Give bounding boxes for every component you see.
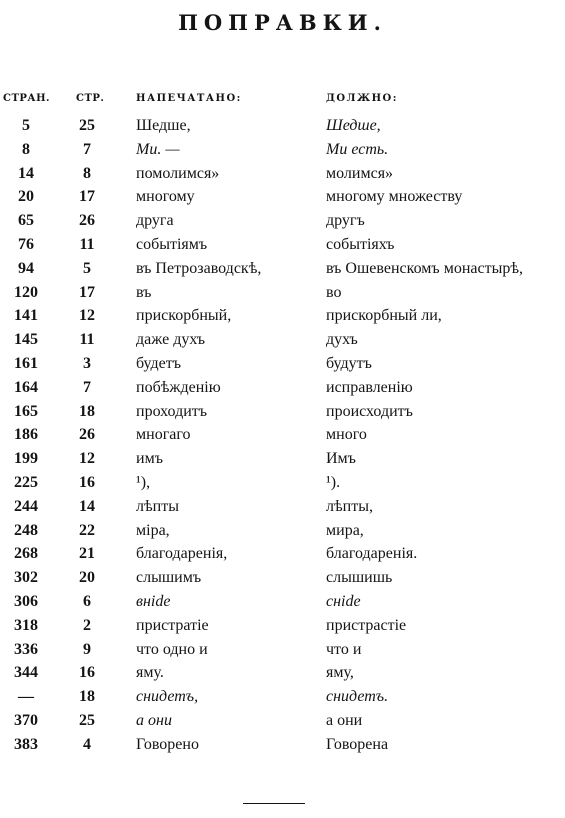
cell-printed: міра, bbox=[136, 521, 170, 539]
cell-printed: пристратіе bbox=[136, 616, 209, 634]
cell-printed: въ bbox=[136, 283, 152, 301]
cell-printed: Ми. — bbox=[136, 140, 180, 158]
cell-page: 306 bbox=[14, 592, 38, 610]
cell-page: 165 bbox=[14, 402, 38, 420]
cell-should: благодаренія. bbox=[326, 545, 418, 563]
cell-page: 383 bbox=[14, 735, 38, 753]
cell-page: 244 bbox=[14, 497, 38, 515]
cell-printed: благодаренія, bbox=[136, 545, 228, 563]
cell-should: другъ bbox=[326, 212, 365, 230]
cell-printed: будетъ bbox=[136, 354, 182, 372]
table-row bbox=[0, 495, 565, 519]
cell-should: исправленію bbox=[326, 378, 413, 396]
cell-page: — bbox=[18, 688, 34, 706]
cell-should: въ Ошевенскомъ монастырѣ, bbox=[326, 259, 524, 277]
table-row bbox=[0, 400, 565, 424]
cell-should: много bbox=[326, 426, 367, 444]
table-row bbox=[0, 304, 565, 328]
cell-line: 26 bbox=[79, 212, 95, 230]
table-row bbox=[0, 233, 565, 257]
cell-should: Шедше, bbox=[326, 117, 381, 134]
cell-line: 2 bbox=[83, 616, 91, 634]
cell-printed: прискорбный, bbox=[136, 307, 232, 325]
cell-should: происходитъ bbox=[326, 402, 413, 420]
table-header bbox=[0, 93, 565, 109]
cell-printed: проходитъ bbox=[136, 402, 208, 420]
cell-page: 336 bbox=[14, 640, 38, 658]
cell-line: 8 bbox=[83, 164, 91, 182]
cell-line: 17 bbox=[79, 283, 95, 301]
table-row bbox=[0, 209, 565, 233]
cell-should: многому множеству bbox=[326, 188, 463, 206]
cell-line: 16 bbox=[79, 473, 95, 491]
table-row bbox=[0, 566, 565, 590]
cell-printed: яму. bbox=[136, 664, 164, 682]
cell-line: 5 bbox=[83, 259, 91, 277]
cell-line: 16 bbox=[79, 664, 95, 682]
table-row bbox=[0, 542, 565, 566]
cell-line: 25 bbox=[79, 117, 95, 134]
cell-should: что и bbox=[326, 640, 362, 658]
cell-page: 199 bbox=[14, 450, 38, 468]
cell-page: 164 bbox=[14, 378, 38, 396]
table-row bbox=[0, 185, 565, 209]
table-row bbox=[0, 614, 565, 638]
cell-page: 318 bbox=[14, 616, 38, 634]
table-row bbox=[0, 138, 565, 162]
cell-printed: даже духъ bbox=[136, 331, 205, 349]
table-row bbox=[0, 423, 565, 447]
cell-should: яму, bbox=[326, 664, 354, 682]
cell-should: событіяхъ bbox=[326, 235, 395, 253]
header-printed: НАПЕЧАТАНО: bbox=[136, 93, 242, 104]
cell-line: 22 bbox=[79, 521, 95, 539]
table-row bbox=[0, 519, 565, 543]
table-row bbox=[0, 376, 565, 400]
cell-line: 25 bbox=[79, 711, 95, 729]
cell-printed: помолимся» bbox=[136, 164, 220, 182]
cell-line: 14 bbox=[79, 497, 95, 515]
cell-line: 17 bbox=[79, 188, 95, 206]
table-row bbox=[0, 114, 565, 138]
cell-page: 94 bbox=[18, 259, 34, 277]
page-title: ПОПРАВКИ. bbox=[178, 10, 387, 35]
table-row bbox=[0, 471, 565, 495]
cell-should: слышишь bbox=[326, 569, 393, 587]
cell-should: прискорбный ли, bbox=[326, 307, 442, 325]
cell-line: 12 bbox=[79, 307, 95, 325]
cell-should: ¹). bbox=[326, 473, 341, 491]
cell-page: 120 bbox=[14, 283, 38, 301]
cell-should: а они bbox=[326, 711, 363, 729]
cell-printed: а они bbox=[136, 711, 172, 729]
cell-printed: слышимъ bbox=[136, 569, 202, 587]
cell-page: 161 bbox=[14, 354, 38, 372]
cell-should: во bbox=[326, 283, 342, 301]
cell-printed: лѣпты bbox=[136, 497, 179, 515]
cell-should: Говорена bbox=[326, 735, 389, 753]
cell-line: 12 bbox=[79, 450, 95, 468]
table-row bbox=[0, 661, 565, 685]
table-row bbox=[0, 328, 565, 352]
cell-line: 3 bbox=[83, 354, 91, 372]
cell-line: 11 bbox=[79, 331, 95, 349]
cell-page: 8 bbox=[22, 140, 30, 158]
cell-page: 145 bbox=[14, 331, 38, 349]
table-row bbox=[0, 281, 565, 305]
cell-printed: многому bbox=[136, 188, 195, 206]
cell-printed: ¹), bbox=[136, 473, 151, 491]
cell-page: 268 bbox=[14, 545, 38, 563]
cell-should: снидетъ. bbox=[326, 688, 389, 706]
cell-should: будутъ bbox=[326, 354, 372, 372]
table-row bbox=[0, 685, 565, 709]
cell-line: 11 bbox=[79, 235, 95, 253]
cell-should: мира, bbox=[326, 521, 364, 539]
cell-should: духъ bbox=[326, 331, 358, 349]
cell-line: 26 bbox=[79, 426, 95, 444]
cell-printed: имъ bbox=[136, 450, 163, 468]
cell-should: Ми есть. bbox=[326, 140, 389, 158]
errata-table bbox=[0, 114, 565, 757]
cell-page: 248 bbox=[14, 521, 38, 539]
table-row bbox=[0, 590, 565, 614]
cell-line: 18 bbox=[79, 402, 95, 420]
cell-printed: внide bbox=[136, 592, 171, 610]
cell-line: 18 bbox=[79, 688, 95, 706]
cell-printed: Говорено bbox=[136, 735, 199, 753]
cell-page: 20 bbox=[18, 188, 34, 206]
cell-page: 186 bbox=[14, 426, 38, 444]
cell-page: 14 bbox=[18, 164, 34, 182]
cell-line: 7 bbox=[83, 378, 91, 396]
cell-page: 141 bbox=[14, 307, 38, 325]
cell-printed: въ Петрозаводскѣ, bbox=[136, 259, 262, 277]
cell-should: молимся» bbox=[326, 164, 394, 182]
cell-should: пристрастіе bbox=[326, 616, 407, 634]
cell-printed: побѣжденію bbox=[136, 378, 221, 396]
header-page: СТРАН. bbox=[3, 93, 50, 104]
cell-line: 6 bbox=[83, 592, 91, 610]
cell-page: 370 bbox=[14, 711, 38, 729]
cell-page: 65 bbox=[18, 212, 34, 230]
cell-printed: многаго bbox=[136, 426, 191, 444]
table-row bbox=[0, 257, 565, 281]
header-line: СТР. bbox=[76, 93, 105, 104]
cell-line: 9 bbox=[83, 640, 91, 658]
cell-should: снide bbox=[326, 592, 361, 610]
cell-printed: событіямъ bbox=[136, 235, 208, 253]
cell-printed: что одно и bbox=[136, 640, 208, 658]
table-row bbox=[0, 162, 565, 186]
table-row bbox=[0, 352, 565, 376]
cell-line: 21 bbox=[79, 545, 95, 563]
table-row bbox=[0, 638, 565, 662]
cell-should: лѣпты, bbox=[326, 497, 373, 515]
header-should: ДОЛЖНО: bbox=[326, 93, 398, 104]
divider-rule bbox=[243, 803, 305, 804]
cell-should: Имъ bbox=[326, 450, 356, 468]
cell-page: 302 bbox=[14, 569, 38, 587]
cell-page: 76 bbox=[18, 235, 34, 253]
cell-page: 225 bbox=[14, 473, 38, 491]
cell-page: 344 bbox=[14, 664, 38, 682]
cell-line: 7 bbox=[83, 140, 91, 158]
table-row bbox=[0, 733, 565, 757]
cell-line: 4 bbox=[83, 735, 91, 753]
cell-line: 20 bbox=[79, 569, 95, 587]
cell-page: 5 bbox=[22, 117, 30, 134]
table-row bbox=[0, 709, 565, 733]
cell-printed: Шедше, bbox=[136, 117, 191, 134]
cell-printed: снидетъ, bbox=[136, 688, 199, 706]
cell-printed: друга bbox=[136, 212, 174, 230]
table-row bbox=[0, 447, 565, 471]
